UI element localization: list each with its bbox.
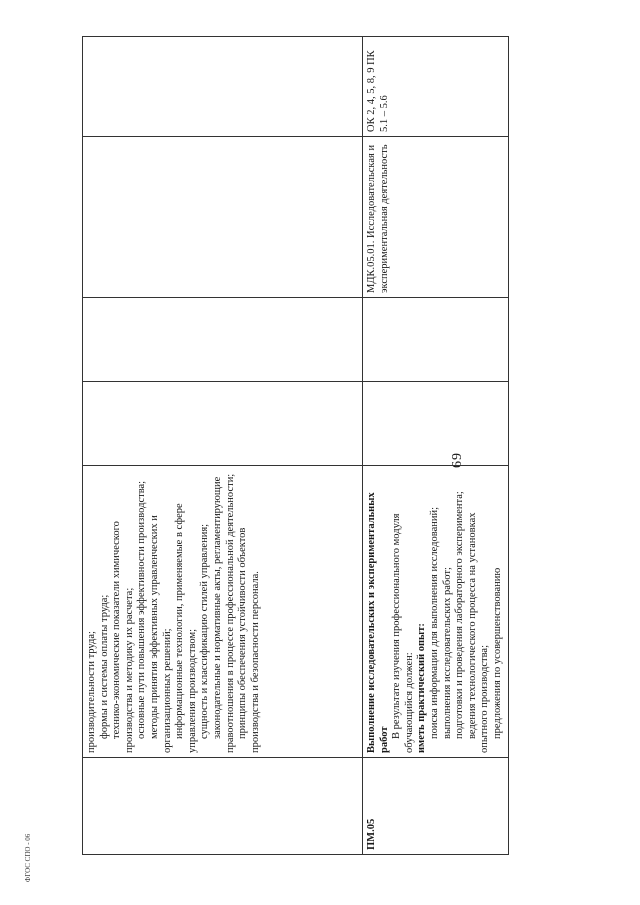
curriculum-table [82, 36, 509, 855]
module-title: Выполнение исследовательских и экспериментальных работ [366, 492, 390, 753]
content-line: сущность и классификацию стилей управления; [199, 523, 211, 739]
practice-item: ведения технологического процесса на установках опытного производства; [466, 512, 491, 753]
footer-label: ФГОС СПО - 06 [24, 833, 32, 883]
content-line: основные пути повышения эффективности производства; [136, 480, 148, 739]
practice-item: выполнения исследовательских работ; [441, 567, 453, 739]
content-line: формы и системы оплаты труда; [98, 594, 110, 739]
cell-hours-2-empty [363, 298, 509, 382]
cell-hours-1-empty [83, 382, 363, 466]
table-row [363, 37, 509, 855]
content-line: производительности труда; [86, 631, 97, 753]
content-line: технико-экономические показатели химического производства и методику их расчета; [111, 521, 135, 753]
cell-hours-1-empty [363, 382, 509, 466]
cell-code-empty [83, 758, 363, 855]
practice-item: подготовки и проведения лабораторного эксперимента; [454, 491, 466, 739]
cell-hours-2-empty [83, 298, 363, 382]
cell-competencies-empty [83, 37, 363, 137]
practice-item: предложения по усовершенствованию [491, 567, 503, 739]
module-intro: В результате изучения профессионального модуля обучающийся должен: [391, 513, 415, 753]
content-line: информационные технологии, применяемые в сфере управления производством; [174, 503, 198, 753]
cell-module-code: ПМ.05 [363, 758, 509, 855]
cell-module-empty [83, 137, 363, 298]
cell-content-upper [83, 466, 363, 758]
cell-competencies: ОК 2, 4, 5, 8, 9 ПК 5.1 – 5.6 [363, 37, 509, 137]
content-line: методы принятия эффективных управленческих и организационных решений; [148, 515, 173, 753]
cell-mdk: МДК.05.01. Исследовательская и экспериментальная деятельность [363, 137, 509, 298]
content-line: законодательные и нормативные акты, регламентирующие правоотношения в процессе профессиональной деятельности; [211, 473, 236, 753]
content-line: принципы обеспечения устойчивости объектов производства и безопасности персонала. [237, 527, 261, 753]
cell-content-pm05 [363, 466, 509, 758]
practice-heading: иметь практический опыт: [416, 623, 428, 753]
practice-item: поиска информации для выполнения исследований; [428, 506, 440, 739]
page-number: 69 [450, 452, 465, 468]
table-row [83, 37, 363, 855]
